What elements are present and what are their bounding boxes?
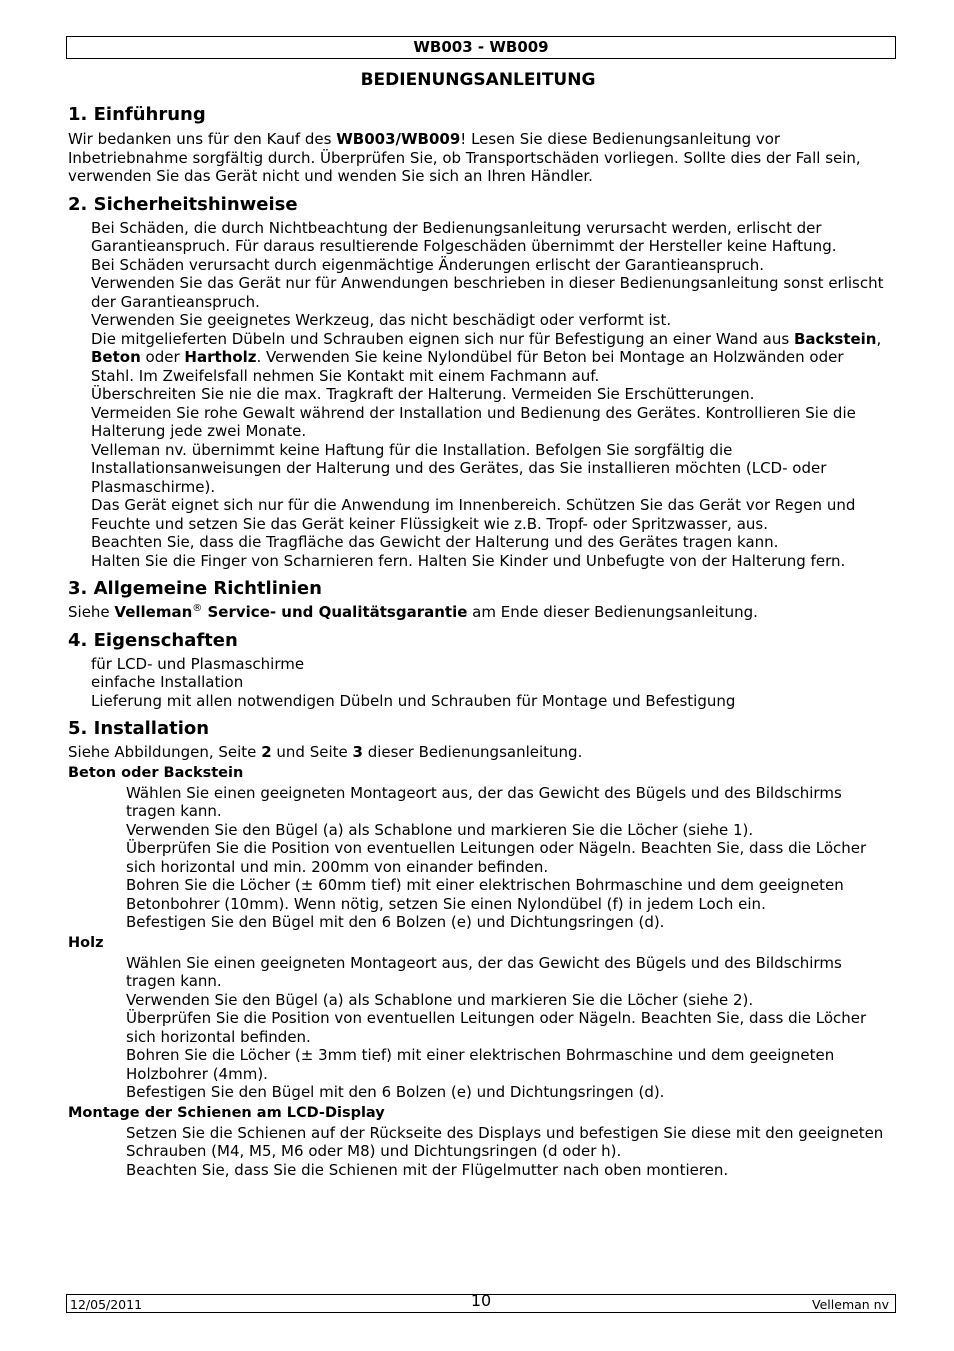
safety-item: Überschreiten Sie nie die max. Tragkraft der Halterung. Vermeiden Sie Erschütterungen. — [91, 385, 755, 403]
step-item: Wählen Sie einen geeigneten Montageort aus, der das Gewicht des Bügels und des Bildschirms tragen kann. — [126, 953, 842, 990]
safety-item: Beachten Sie, dass die Tragfläche das Gewicht der Halterung und des Gerätes tragen kann. — [91, 533, 779, 551]
page-content — [68, 66, 888, 1179]
feature-item: einfache Installation — [91, 673, 244, 691]
text-run: am Ende dieser Bedienungsanleitung. — [467, 603, 758, 621]
text-run: , — [876, 329, 882, 348]
step-item: Überprüfen Sie die Position von eventuellen Leitungen oder Nägeln. Beachten Sie, dass die Löcher sich horizontal befinden. — [126, 1009, 867, 1046]
safety-item: Bei Schäden verursacht durch eigenmächtige Änderungen erlischt der Garantieanspruch. — [91, 255, 765, 274]
safety-item: Verwenden Sie das Gerät nur für Anwendungen beschrieben in dieser Bedienungsanleitung sonst erlischt der Garantieanspruch. — [91, 274, 884, 311]
footer-company: Velleman nv — [812, 1297, 889, 1312]
section-5-heading: 5. Installation — [68, 718, 210, 739]
section-4-heading: 4. Eigenschaften — [68, 629, 238, 651]
page-ref: 2 — [261, 743, 272, 761]
page-footer — [66, 1291, 896, 1313]
safety-item: Vermeiden Sie rohe Gewalt während der Installation und Bedienung des Gerätes. Kontrollieren Sie die Halterung jede zwei Monate. — [91, 403, 856, 440]
step-item: Wählen Sie einen geeigneten Montageort aus, der das Gewicht des Bügels und des Bildschirms tragen kann. — [126, 783, 842, 820]
text-run: ! Lesen Sie diese Bedienungsanleitung vor Inbetriebnahme sorgfältig durch. Überprüfen Sie, ob Transportschäden vorliegen. Sollte dies der Fall sein, verwenden Sie das Gerät nicht und wenden Sie sich an Ihren Händler. — [68, 130, 861, 185]
section-5-intro — [68, 743, 888, 762]
text-run: Die mitgelieferten Dübeln und Schrauben eignen sich nur für Befestigung an einer Wand aus — [91, 329, 794, 348]
text-run: Wir bedanken uns für den Kauf des — [68, 130, 337, 148]
section-2-heading: 2. Sicherheitshinweise — [68, 193, 298, 215]
safety-list — [68, 219, 888, 571]
steps-lcd — [68, 1124, 888, 1180]
registered-mark: ® — [192, 603, 203, 614]
step-item: Verwenden Sie den Bügel (a) als Schablone und markieren Sie die Löcher (siehe 1). — [126, 820, 754, 839]
text-run: Siehe Abbildungen, Seite — [68, 743, 262, 761]
section-3-heading: 3. Allgemeine Richtlinien — [68, 578, 322, 599]
features-list — [68, 655, 888, 711]
step-item: Befestigen Sie den Bügel mit den 6 Bolzen (e) und Dichtungsringen (d). — [126, 1083, 665, 1101]
section-1-text — [68, 130, 888, 186]
text-run: oder — [140, 348, 185, 366]
feature-item: für LCD- und Plasmaschirme — [91, 654, 305, 673]
document-title: BEDIENUNGSANLEITUNG — [360, 70, 596, 90]
step-item: Befestigen Sie den Bügel mit den 6 Bolzen (e) und Dichtungsringen (d). — [126, 913, 665, 931]
step-item: Beachten Sie, dass Sie die Schienen mit der Flügelmutter nach oben montieren. — [126, 1160, 729, 1179]
text-run: . Verwenden Sie keine Nylondübel für Beton bei Montage an Holzwänden oder Stahl. Im Zweifelsfall nehmen Sie Kontakt mit einem Fachmann auf. — [91, 348, 844, 385]
page-ref: 3 — [352, 743, 363, 761]
steps-beton — [68, 784, 888, 932]
step-item: Verwenden Sie den Bügel (a) als Schablone und markieren Sie die Löcher (siehe 2). — [126, 990, 754, 1009]
safety-item: Verwenden Sie geeignetes Werkzeug, das nicht beschädigt oder verformt ist. — [91, 311, 672, 329]
text-run: dieser Bedienungsanleitung. — [362, 743, 583, 761]
bold-term: Beton — [91, 348, 141, 366]
bold-term: Service- und Qualitätsgarantie — [202, 603, 468, 621]
subheading-lcd: Montage der Schienen am LCD-Display — [68, 1104, 385, 1121]
bold-term: Hartholz — [184, 348, 257, 366]
step-item: Überprüfen Sie die Position von eventuellen Leitungen oder Nägeln. Beachten Sie, dass die Löcher sich horizontal und min. 200mm von einander befinden. — [126, 839, 867, 876]
bold-term: Backstein — [793, 329, 877, 348]
subheading-beton: Beton oder Backstein — [68, 764, 244, 781]
brand-name: Velleman — [114, 603, 193, 621]
page-number: 10 — [470, 1291, 492, 1310]
header-title: WB003 - WB009 — [413, 38, 549, 56]
safety-item: Das Gerät eignet sich nur für die Anwendung im Innenbereich. Schützen Sie das Gerät vor Regen und Feuchte und setzen Sie das Gerät keiner Flüssigkeit wie z.B. Tropf- oder Spritzwasser, aus. — [91, 496, 856, 533]
safety-item — [91, 330, 888, 386]
step-item: Bohren Sie die Löcher (± 60mm tief) mit einer elektrischen Bohrmaschine und dem geeigneten Betonbohrer (10mm). Wenn nötig, setzen Sie einen Nylondübel (f) in jedem Loch ein. — [126, 876, 844, 913]
product-code: WB003/WB009 — [336, 130, 461, 148]
feature-item: Lieferung mit allen notwendigen Dübeln und Schrauben für Montage und Befestigung — [91, 691, 736, 710]
safety-item: Velleman nv. übernimmt keine Haftung für die Installation. Befolgen Sie sorgfältig die Installationsanweisungen der Halterung und des Gerätes, das Sie installieren möchten (LCD- oder Plasmaschirme). — [91, 440, 827, 496]
safety-item: Halten Sie die Finger von Scharnieren fern. Halten Sie Kinder und Unbefugte von der Halterung fern. — [91, 551, 846, 570]
page-header — [66, 36, 896, 59]
steps-holz — [68, 954, 888, 1102]
text-run: und Seite — [271, 743, 353, 761]
section-3-text — [68, 603, 888, 622]
safety-item: Bei Schäden, die durch Nichtbeachtung der Bedienungsanleitung verursacht werden, erlischt der Garantieanspruch. Für daraus resultierende Folgeschäden übernimmt der Hersteller keine Haftung. — [91, 218, 837, 255]
text-run: Siehe — [68, 603, 115, 621]
step-item: Setzen Sie die Schienen auf der Rückseite des Displays und befestigen Sie diese mit den geeigneten Schrauben (M4, M5, M6 oder M8) und Dichtungsringen (d oder h). — [126, 1123, 884, 1160]
section-1-heading: 1. Einführung — [68, 104, 206, 125]
footer-date: 12/05/2011 — [70, 1297, 143, 1312]
step-item: Bohren Sie die Löcher (± 3mm tief) mit einer elektrischen Bohrmaschine und dem geeigneten Holzbohrer (4mm). — [126, 1046, 835, 1083]
subheading-holz: Holz — [68, 934, 104, 951]
